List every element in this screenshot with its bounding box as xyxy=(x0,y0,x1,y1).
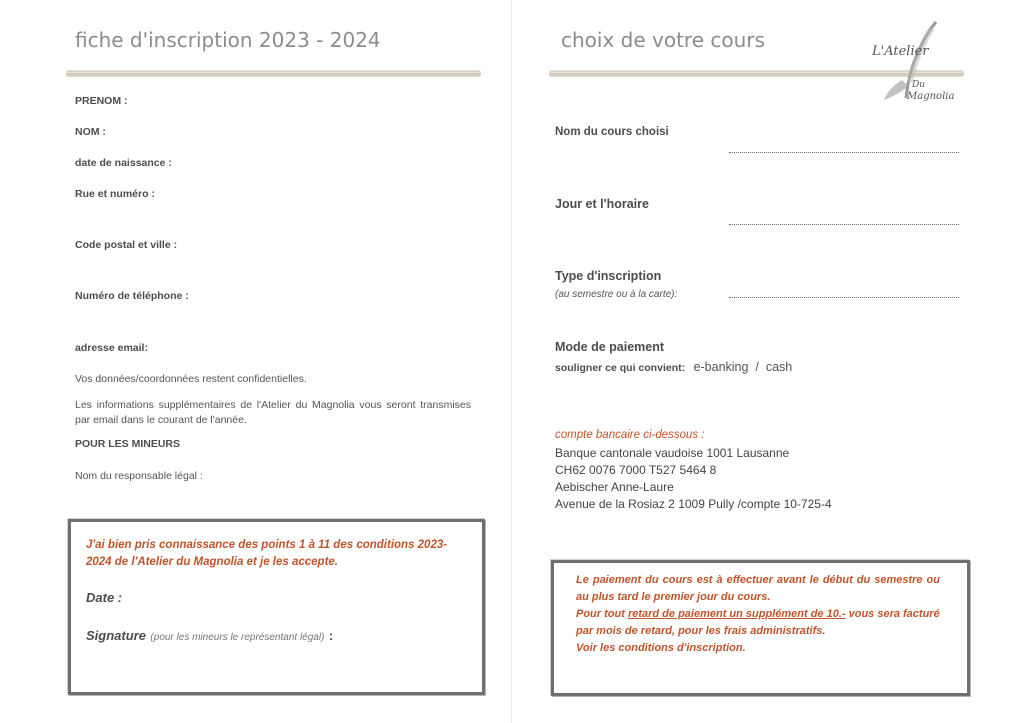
signature-label: Signature xyxy=(86,628,146,643)
email-label: adresse email: xyxy=(75,342,148,354)
signature-line xyxy=(86,627,333,645)
bank-heading: compte bancaire ci-dessous : xyxy=(555,429,705,441)
bank-line-address: Avenue de la Rosiaz 2 1009 Pully /compte 10-725-4 xyxy=(555,497,832,511)
bank-line-holder: Aebischer Anne-Laure xyxy=(555,480,674,494)
logo-line-1: L'Atelier xyxy=(872,44,929,59)
consent-text: J'ai bien pris connaissance des points 1 à 11 des conditions 2023-2024 de l'Atelier du Magnolia et je les accepte. xyxy=(86,539,448,568)
info-note: Les informations supplémentaires de l'Atelier du Magnolia vous seront transmises par email dans le courant de l'année. xyxy=(75,399,471,426)
course-name-dotted-line[interactable] xyxy=(729,152,959,153)
postal-city-label: Code postal et ville : xyxy=(75,239,178,251)
notice-late-fee: retard de paiement un supplément de 10.- xyxy=(627,608,846,620)
payment-options[interactable]: e-banking / cash xyxy=(693,360,793,374)
guardian-label: Nom du responsable légal : xyxy=(75,470,203,482)
notice-line-2-suffix: vous sera facturé par mois de retard, pour les frais administratifs. xyxy=(576,608,940,637)
course-choice-title: choix de votre cours xyxy=(561,28,765,52)
payment-notice xyxy=(576,572,940,657)
bank-line-iban: CH62 0076 7000 T527 5464 8 xyxy=(555,463,717,477)
registration-type-label: Type d'inscription xyxy=(555,269,662,283)
signature-colon: : xyxy=(328,628,334,643)
notice-line-1: Le paiement du cours est à effectuer avant le début du semestre ou au plus tard le premier jour du cours. xyxy=(576,574,940,603)
signature-note: (pour les mineurs le représentant légal) xyxy=(150,632,325,643)
notice-line-3: Voir les conditions d'inscription. xyxy=(576,642,746,654)
date-label: Date : xyxy=(86,590,123,605)
page-fold xyxy=(511,0,512,723)
registration-title: fiche d'inscription 2023 - 2024 xyxy=(75,28,381,52)
minors-heading: POUR LES MINEURS xyxy=(75,438,181,450)
course-name-label: Nom du cours choisi xyxy=(555,126,669,138)
bank-details xyxy=(555,445,832,513)
title-brush-stroke xyxy=(66,70,481,77)
notice-line-2-prefix: Pour tout xyxy=(576,608,628,620)
payment-instruction: souligner ce qui convient: xyxy=(555,362,686,374)
payment-options-row xyxy=(555,358,792,376)
registration-type-hint: (au semestre ou à la carte): xyxy=(555,289,678,300)
bank-line-name: Banque cantonale vaudoise 1001 Lausanne xyxy=(555,446,790,460)
last-name-label: NOM : xyxy=(75,126,106,138)
birth-date-label: date de naissance : xyxy=(75,157,172,169)
payment-heading: Mode de paiement xyxy=(555,340,665,354)
schedule-dotted-line[interactable] xyxy=(729,224,959,225)
phone-label: Numéro de téléphone : xyxy=(75,290,189,302)
street-label: Rue et numéro : xyxy=(75,188,155,200)
logo-line-3: Magnolia xyxy=(907,91,955,102)
notice-line-2 xyxy=(576,606,940,640)
logo-line-2: Du xyxy=(912,80,926,90)
first-name-label: PRENOM : xyxy=(75,95,128,107)
registration-type-dotted-line[interactable] xyxy=(729,297,959,298)
schedule-label: Jour et l'horaire xyxy=(555,197,649,211)
privacy-note: Vos données/coordonnées restent confidentielles. xyxy=(75,373,307,385)
